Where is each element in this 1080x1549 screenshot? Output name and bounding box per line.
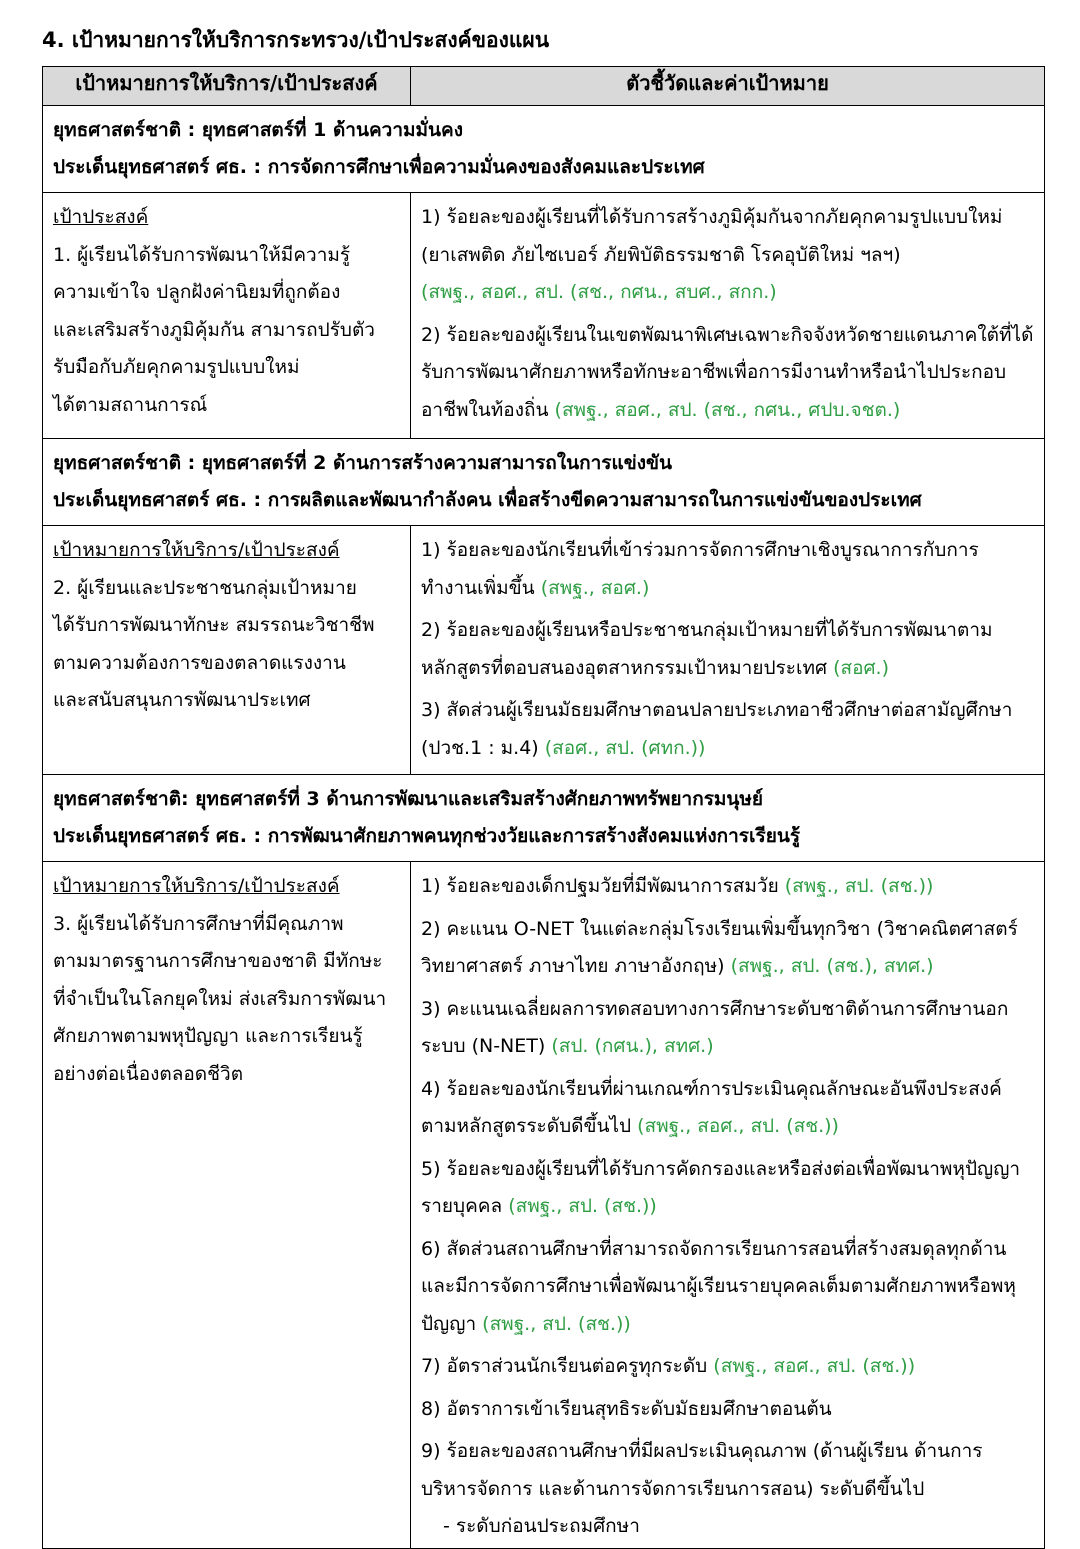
strategy-row (43, 775, 1045, 862)
goal-line: ได้รับการพัฒนาทักษะ สมรรถนะวิชาชีพ (53, 614, 375, 636)
goals-table (42, 66, 1045, 1549)
indicator-agency: (สพฐ., สอศ., สป. (สช., กศน., ศปบ.จชต.) (554, 398, 901, 421)
indicator-text: 7) อัตราส่วนนักเรียนต่อครูทุกระดับ (421, 1355, 708, 1377)
goal-line: ตามมาตรฐานการศึกษาของชาติ มีทักษะ (53, 950, 383, 972)
strategy-row (43, 106, 1045, 193)
indicator-agency: (สอศ., สป. (ศทก.)) (544, 736, 706, 759)
indicator-item (421, 1391, 1034, 1429)
goal-title: เป้าประสงค์ (53, 206, 149, 228)
indicator-item (421, 692, 1034, 767)
indicator-item (421, 1231, 1034, 1344)
goal-line: 1. ผู้เรียนได้รับการพัฒนาให้มีความรู้ (53, 243, 351, 266)
indicator-item (421, 317, 1034, 430)
indicator-agency: (สอศ.) (833, 656, 890, 679)
goal-cell (43, 193, 411, 439)
indicator-text: 6) สัดส่วนสถานศึกษาที่สามารถจัดการเรียนการสอนที่สร้างสมดุลทุกด้านและมีการจัดการศึกษาเพื่อพัฒนาผู้เรียนรายบุคคลเต็มตามศักยภาพหรือพหุปัญญา (421, 1237, 1016, 1335)
goal-cell (43, 862, 411, 1549)
indicator-text: 1) ร้อยละของผู้เรียนที่ได้รับการสร้างภูมิคุ้มกันจากภัยคุกคามรูปแบบใหม่ (ยาเสพติด ภัยไซเบอร์ ภัยพิบัติธรรมชาติ โรคอุบัติใหม่ ฯลฯ) (421, 206, 1003, 266)
indicator-text: 3) คะแนนเฉลี่ยผลการทดสอบทางการศึกษาระดับชาติด้านการศึกษานอกระบบ (N-NET) (421, 997, 1009, 1057)
indicator-item (421, 532, 1034, 607)
strategy-cell (43, 775, 1045, 862)
col-right-header: ตัวชี้วัดและค่าเป้าหมาย (411, 67, 1045, 106)
indicator-item (421, 991, 1034, 1066)
strategy-line: ยุทธศาสตร์ชาติ: ยุทธศาสตร์ที่ 3 ด้านการพัฒนาและเสริมสร้างศักยภาพทรัพยากรมนุษย์ (53, 788, 764, 810)
indicator-item (421, 1151, 1034, 1226)
indicator-item (421, 1433, 1034, 1546)
page-heading: 4. เป้าหมายการให้บริการกระทรวง/เป้าประสงค์ของแผน (42, 28, 550, 52)
goal-line: อย่างต่อเนื่องตลอดชีวิต (53, 1062, 244, 1085)
indicator-item (421, 612, 1034, 687)
indicator-item (421, 868, 1034, 906)
strategy-row (43, 439, 1045, 526)
goal-row (43, 862, 1045, 1549)
indicator-text: 5) ร้อยละของผู้เรียนที่ได้รับการคัดกรองและหรือส่งต่อเพื่อพัฒนาพหุปัญญารายบุคคล (421, 1157, 1021, 1217)
indicator-agency: (สพฐ., สป. (สช.), สทศ.) (730, 955, 934, 977)
indicator-agency: (สพฐ., สป. (สช.)) (482, 1312, 631, 1335)
goal-line: รับมือกับภัยคุกคามรูปแบบใหม่ (53, 356, 300, 378)
indicator-item (421, 199, 1034, 312)
indicator-agency: (สพฐ., สอศ., สป. (สช., กศน., สบศ., สกก.) (421, 281, 777, 303)
goal-line: ตามความต้องการของตลาดแรงงาน (53, 651, 346, 674)
indicator-sub-item: - ระดับก่อนประถมศึกษา (443, 1515, 640, 1537)
goal-line: และเสริมสร้างภูมิคุ้มกัน สามารถปรับตัว (53, 318, 375, 341)
table-header-row (43, 67, 1045, 106)
indicator-text: 3) สัดส่วนผู้เรียนมัธยมศึกษาตอนปลายประเภทอาชีวศึกษาต่อสามัญศึกษา (ปวช.1 : ม.4) (421, 699, 1013, 759)
goal-line: ศักยภาพตามพหุปัญญา และการเรียนรู้ (53, 1025, 363, 1047)
indicator-agency: (สพฐ., สอศ., สป. (สช.)) (637, 1115, 839, 1137)
indicator-agency: (สป. (กศน.), สทศ.) (551, 1035, 714, 1057)
goal-line: 3. ผู้เรียนได้รับการศึกษาที่มีคุณภาพ (53, 912, 344, 935)
indicator-text: 2) คะแนน O-NET ในแต่ละกลุ่มโรงเรียนเพิ่มขึ้นทุกวิชา (วิชาคณิตศาสตร์ วิทยาศาสตร์ ภาษาไทย ภาษาอังกฤษ) (421, 917, 1018, 977)
strategy-cell (43, 106, 1045, 193)
goal-line: และสนับสนุนการพัฒนาประเทศ (53, 689, 311, 711)
indicator-text: 2) ร้อยละของผู้เรียนหรือประชาชนกลุ่มเป้าหมายที่ได้รับการพัฒนาตามหลักสูตรที่ตอบสนองอุตสาหกรรมเป้าหมายประเทศ (421, 619, 993, 679)
indicator-agency: (สพฐ., สป. (สช.)) (508, 1195, 657, 1217)
indicator-text: 8) อัตราการเข้าเรียนสุทธิระดับมัธยมศึกษาตอนต้น (421, 1397, 832, 1420)
indicator-text: 9) ร้อยละของสถานศึกษาที่มีผลประเมินคุณภาพ (ด้านผู้เรียน ด้านการบริหารจัดการ และด้านการจัดการเรียนการสอน) ระดับดีขึ้นไป (421, 1440, 983, 1500)
indicator-agency: (สพฐ., สอศ.) (540, 576, 650, 599)
indicator-item (421, 1348, 1034, 1386)
indicator-text: 4) ร้อยละของนักเรียนที่ผ่านเกณฑ์การประเมินคุณลักษณะอันพึงประสงค์ตามหลักสูตรระดับดีขึ้นไป (421, 1077, 1002, 1137)
issue-line: ประเด็นยุทธศาสตร์ ศธ. : การพัฒนาศักยภาพคนทุกช่วงวัยและการสร้างสังคมแห่งการเรียนรู้ (53, 825, 801, 847)
goal-line: ที่จำเป็นในโลกยุคใหม่ ส่งเสริมการพัฒนา (53, 987, 387, 1010)
indicator-item (421, 1071, 1034, 1146)
indicator-text: 1) ร้อยละของเด็กปฐมวัยที่มีพัฒนาการสมวัย (421, 875, 779, 897)
goal-line: 2. ผู้เรียนและประชาชนกลุ่มเป้าหมาย (53, 576, 357, 599)
indicator-cell (411, 862, 1045, 1549)
issue-line: ประเด็นยุทธศาสตร์ ศธ. : การจัดการศึกษาเพื่อความมั่นคงของสังคมและประเทศ (53, 156, 705, 178)
col-left-header: เป้าหมายการให้บริการ/เป้าประสงค์ (43, 67, 411, 106)
indicator-text: 1) ร้อยละของนักเรียนที่เข้าร่วมการจัดการศึกษาเชิงบูรณาการกับการทำงานเพิ่มขึ้น (421, 539, 979, 599)
indicator-item (421, 911, 1034, 986)
indicator-cell (411, 193, 1045, 439)
indicator-text: 2) ร้อยละของผู้เรียนในเขตพัฒนาพิเศษเฉพาะกิจจังหวัดชายแดนภาคใต้ที่ได้รับการพัฒนาศักยภาพหรือทักษะอาชีพเพื่อการมีงานทำหรือนำไปประกอบอาชีพในท้องถิ่น (421, 323, 1034, 421)
goal-row (43, 193, 1045, 439)
indicator-agency: (สพฐ., สอศ., สป. (สช.)) (713, 1355, 916, 1377)
indicator-agency: (สพฐ., สป. (สช.)) (784, 875, 934, 897)
strategy-line: ยุทธศาสตร์ชาติ : ยุทธศาสตร์ที่ 1 ด้านความมั่นคง (53, 119, 464, 141)
issue-line: ประเด็นยุทธศาสตร์ ศธ. : การผลิตและพัฒนากำลังคน เพื่อสร้างขีดความสามารถในการแข่งขันของประเทศ (53, 489, 922, 511)
goal-row (43, 526, 1045, 775)
strategy-cell (43, 439, 1045, 526)
strategy-line: ยุทธศาสตร์ชาติ : ยุทธศาสตร์ที่ 2 ด้านการสร้างความสามารถในการแข่งขัน (53, 452, 672, 474)
goal-title: เป้าหมายการให้บริการ/เป้าประสงค์ (53, 539, 340, 561)
goal-line: ได้ตามสถานการณ์ (53, 393, 208, 416)
goal-line: ความเข้าใจ ปลูกฝังค่านิยมที่ถูกต้อง (53, 281, 341, 303)
goal-title: เป้าหมายการให้บริการ/เป้าประสงค์ (53, 875, 340, 897)
goal-cell (43, 526, 411, 775)
indicator-cell (411, 526, 1045, 775)
